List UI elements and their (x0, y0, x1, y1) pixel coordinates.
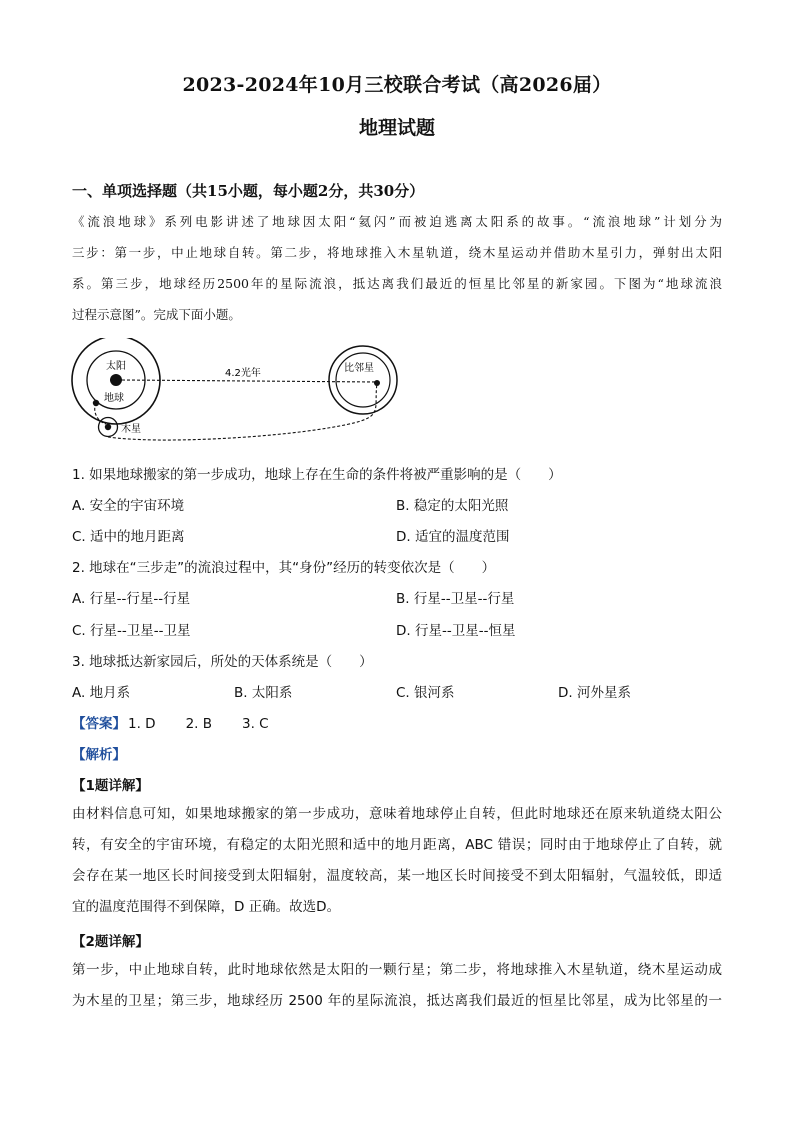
detail-2-line: 第一步，中止地球自转，此时地球依然是太阳的一颗行星；第二步，将地球推入木星轨道，绕木星运动成 (72, 962, 722, 978)
exam-title: 2023-2024年10月三校联合考试（高2026届） (182, 74, 612, 96)
passage-line: 过程示意图”。完成下面小题。 (72, 307, 241, 322)
q2-option-d[interactable]: D. 行星--卫星--恒星 (396, 623, 516, 639)
analysis-label: 【解析】 (72, 747, 126, 763)
section-heading: 一、单项选择题（共15小题，每小题2分，共30分） (72, 182, 425, 200)
reading-passage (72, 206, 722, 330)
passage-line: 《流浪地球》系列电影讲述了地球因太阳“氦闪”而被迫逃离太阳系的故事。“流浪地球”计划分为 (72, 214, 722, 229)
q3-option-a[interactable]: A. 地月系 (72, 685, 131, 701)
q2-option-c[interactable]: C. 行星--卫星--卫星 (72, 623, 191, 639)
q1-option-d[interactable]: D. 适宜的温度范围 (396, 529, 510, 545)
q2-option-b[interactable]: B. 行星--卫星--行星 (396, 591, 515, 607)
q3-option-b[interactable]: B. 太阳系 (234, 685, 293, 701)
q3-option-d[interactable]: D. 河外星系 (558, 685, 631, 701)
question-1-stem: 1. 如果地球搬家的第一步成功，地球上存在生命的条件将被严重影响的是（ ） (72, 467, 562, 483)
q1-option-b[interactable]: B. 稳定的太阳光照 (396, 498, 509, 514)
detail-1-line: 转，有安全的宇宙环境，有稳定的太阳光照和适中的地月距离，ABC 错误；同时由于地球停止了自转，就 (72, 837, 722, 853)
jupiter-to-proxima-path (108, 383, 377, 440)
answer-item: 1. D (128, 716, 156, 732)
proxima-outer-ring (329, 346, 397, 414)
q2-option-a[interactable]: A. 行星--行星--行星 (72, 591, 191, 607)
proxima-inner-ring (336, 353, 390, 407)
answer-row (72, 712, 269, 732)
passage-line: 系。第三步，地球经历2500年的星际流浪，抵达离我们最近的恒星比邻星的新家园。下图为“地球流浪 (72, 276, 722, 291)
exam-subject: 地理试题 (358, 117, 435, 139)
proxima-label: 比邻星 (344, 363, 374, 374)
answer-item: 2. B (185, 716, 213, 732)
distance-label: 4.2光年 (225, 368, 261, 379)
detail-1-text (72, 799, 722, 923)
answer-item: 3. C (242, 716, 269, 732)
detail-2-text (72, 955, 722, 1017)
sun-dot (110, 374, 122, 386)
passage-line: 三步：第一步，中止地球自转。第二步，将地球推入木星轨道，绕木星运动并借助木星引力，弹射出太阳 (72, 245, 722, 260)
q1-option-a[interactable]: A. 安全的宇宙环境 (72, 498, 185, 514)
q3-option-c[interactable]: C. 银河系 (396, 685, 455, 701)
detail-1-line: 宜的温度范围得不到保障，D 正确。故选D。 (72, 899, 341, 915)
detail-1-heading: 【1题详解】 (72, 778, 149, 794)
detail-2-heading: 【2题详解】 (72, 934, 149, 950)
jupiter-label: 木星 (121, 424, 141, 435)
detail-2-line: 为木星的卫星；第三步，地球经历 2500 年的星际流浪，抵达离我们最近的恒星比邻星，成为比邻星的一 (72, 993, 722, 1009)
sun-label: 太阳 (106, 361, 126, 372)
detail-1-line: 由材料信息可知，如果地球搬家的第一步成功，意味着地球停止自转，但此时地球还在原来轨道绕太阳公 (72, 806, 722, 822)
answer-label: 【答案】 (72, 716, 126, 732)
earth-wandering-diagram (68, 338, 418, 448)
earth-label: 地球 (104, 393, 124, 404)
detail-1-line: 会存在某一地区长时间接受到太阳辐射，温度较高，某一地区长时间接受不到太阳辐射，气温较低，即适 (72, 868, 722, 884)
q1-option-c[interactable]: C. 适中的地月距离 (72, 529, 185, 545)
question-2-stem: 2. 地球在“三步走”的流浪过程中，其“身份”经历的转变依次是（ ） (72, 560, 496, 576)
question-3-stem: 3. 地球抵达新家园后，所处的天体系统是（ ） (72, 654, 373, 670)
jupiter-dot (105, 424, 111, 430)
